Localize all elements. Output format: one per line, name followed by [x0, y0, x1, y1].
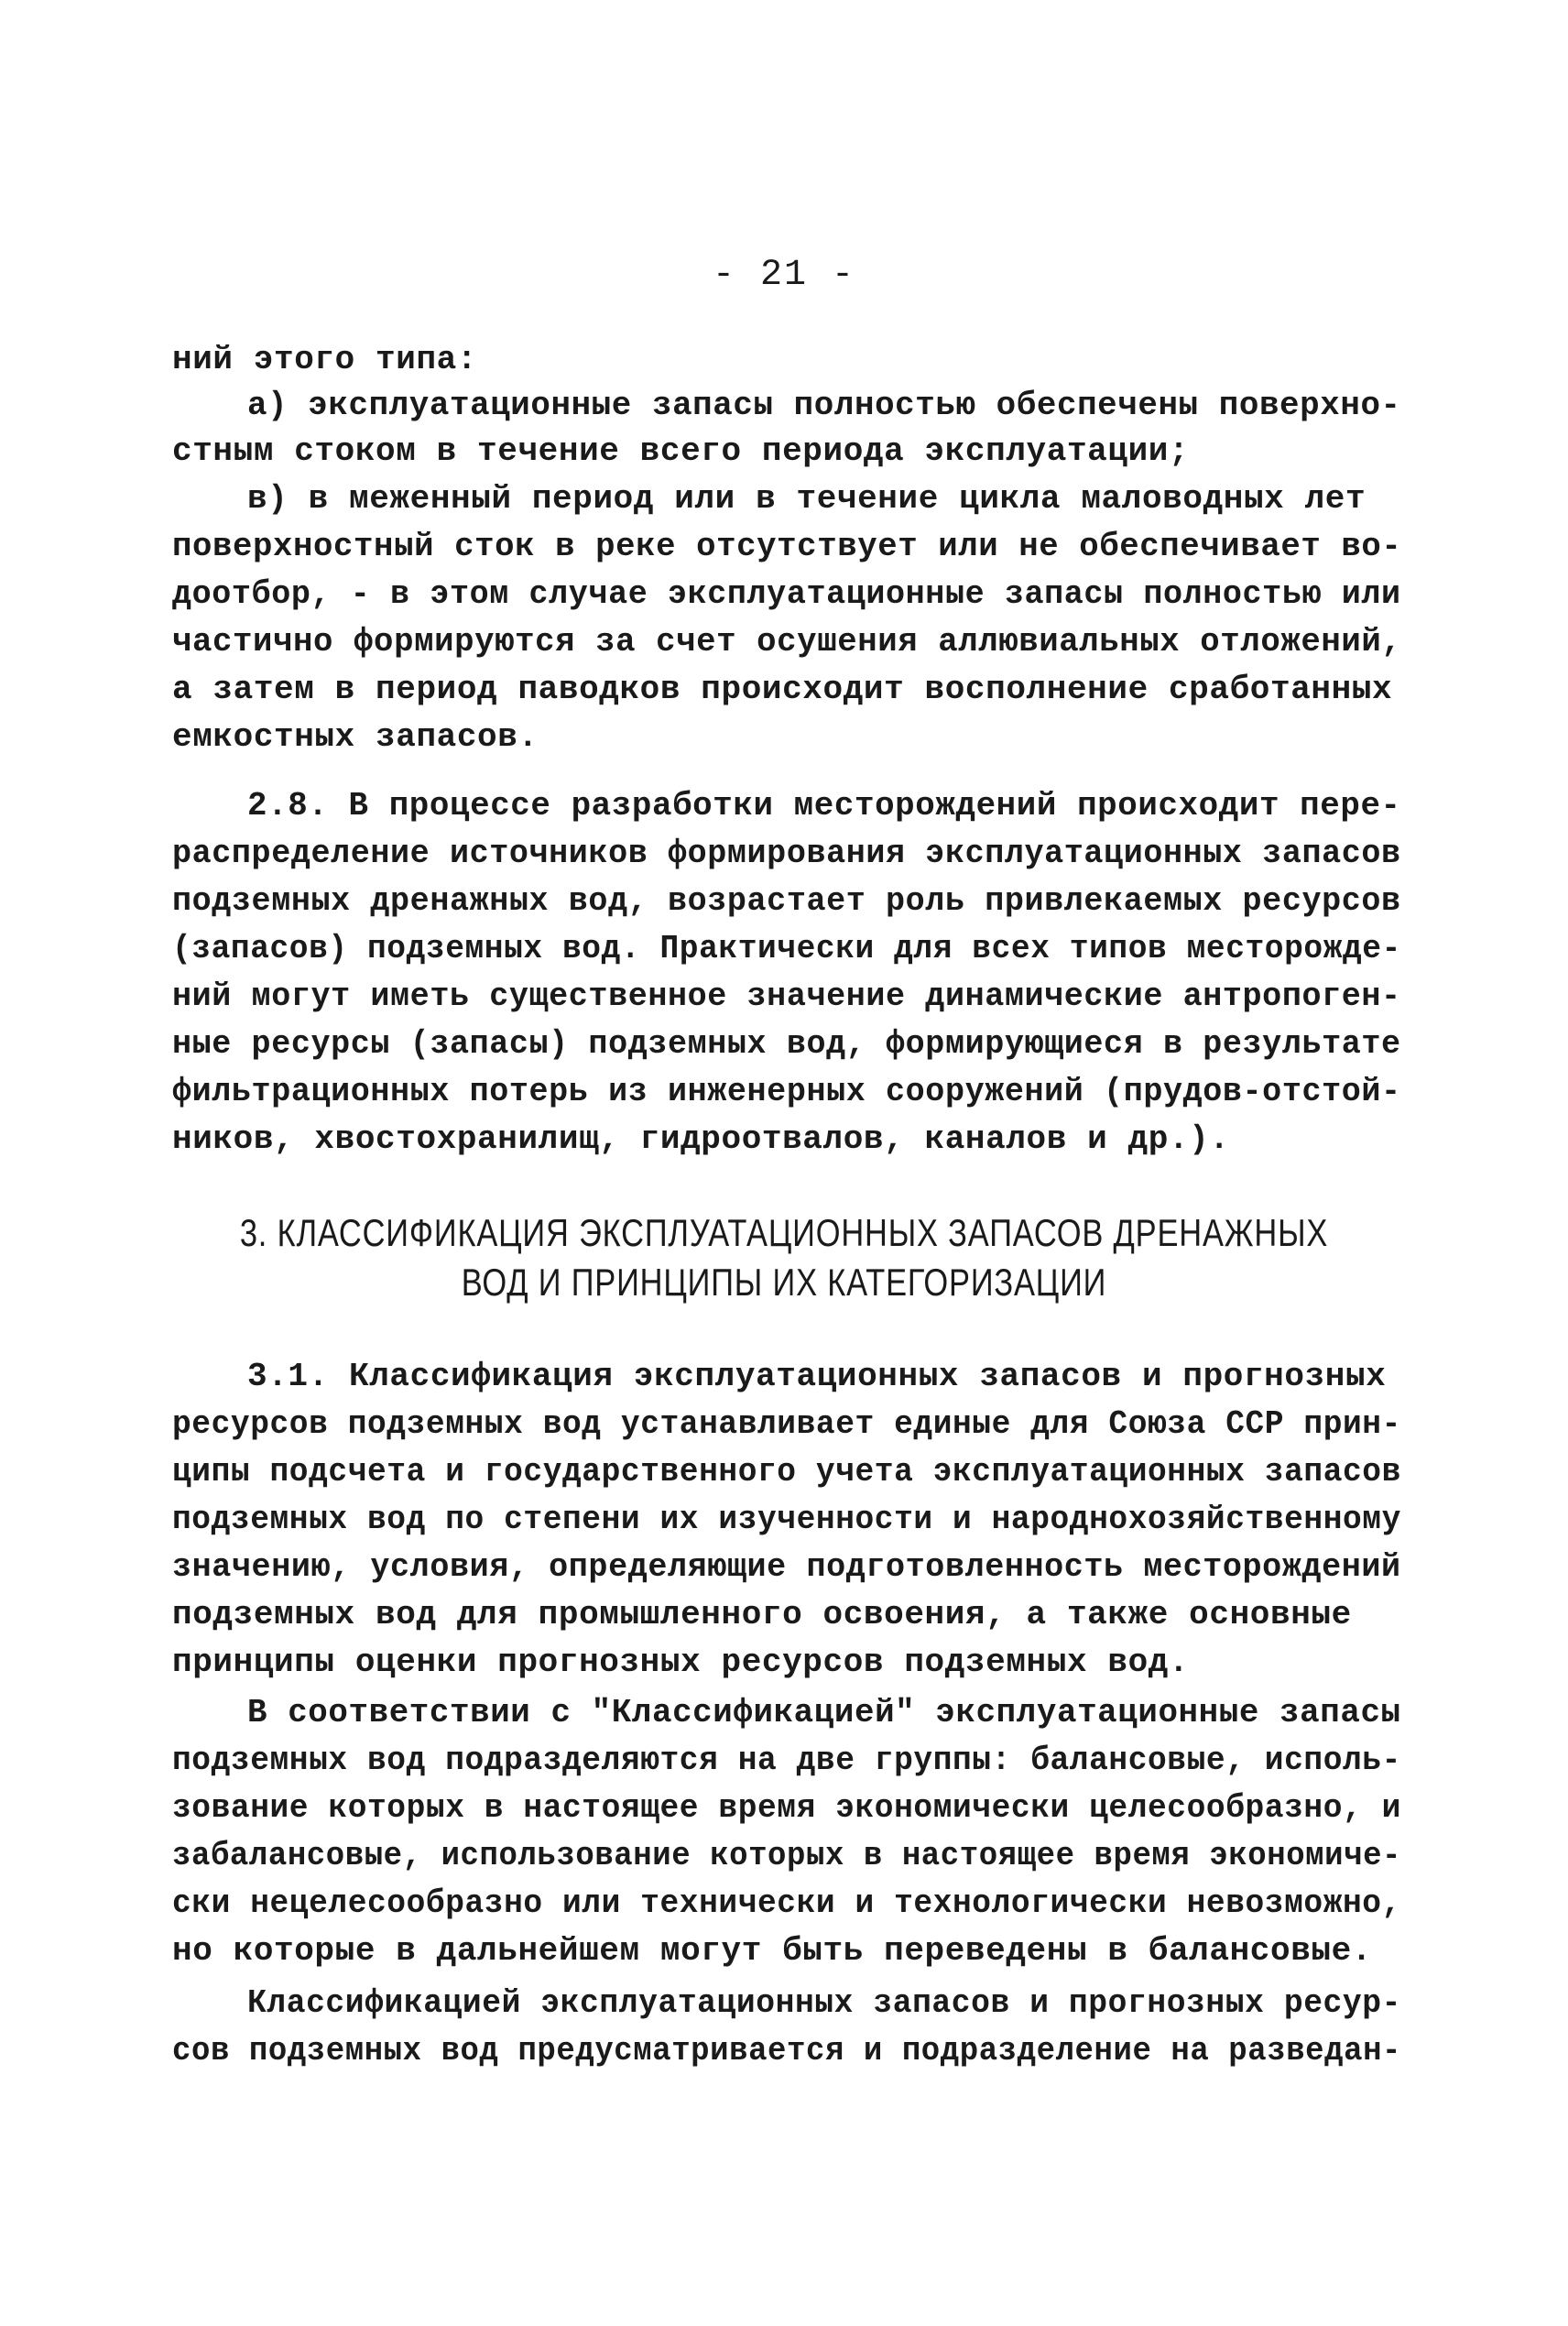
text-line: ные ресурсы (запасы) подземных вод, формирующиеся в результате — [172, 1025, 1401, 1063]
text-line: (запасов) подземных вод. Практически для всех типов месторожде- — [172, 930, 1401, 967]
text-line: принципы оценки прогнозных ресурсов подземных вод. — [172, 1643, 1190, 1681]
text-line: подземных дренажных вод, возрастает роль привлекаемых ресурсов — [172, 882, 1401, 920]
text-line: 3.1. Классификация эксплуатационных запасов и прогнозных — [247, 1358, 1387, 1395]
text-line: распределение источников формирования эксплуатационных запасов — [172, 835, 1401, 872]
text-line: подземных вод по степени их изученности и народнохозяйственному — [172, 1501, 1401, 1538]
text-line: поверхностный сток в реке отсутствует или не обеспечивает во- — [172, 528, 1402, 565]
heading-line-2: ВОД И ПРИНЦИПЫ ИХ КАТЕГОРИЗАЦИИ — [461, 1261, 1107, 1304]
text-line: стным стоком в течение всего периода эксплуатации; — [172, 432, 1190, 470]
list-item-a: а) эксплуатационные запасы полностью обеспечены поверхно- — [247, 387, 1401, 424]
text-line: зование которых в настоящее время экономически целесообразно, и — [172, 1789, 1401, 1827]
list-item-b: в) в меженный период или в течение цикла маловодных лет — [247, 480, 1367, 518]
text-line: частично формируются за счет осушения аллювиальных отложений, — [172, 623, 1402, 661]
text-line: подземных вод для промышленного освоения, а также основные — [172, 1596, 1352, 1633]
text-line: ципы подсчета и государственного учета эксплуатационных запасов — [172, 1453, 1401, 1491]
text-line: В соответствии с "Классификацией" эксплуатационные запасы — [247, 1694, 1401, 1731]
text-line: ресурсов подземных вод устанавливает единые для Союза ССР прин- — [172, 1405, 1401, 1443]
page-number: - 21 - — [712, 255, 856, 296]
text-line: фильтрационных потерь из инженерных сооружений (прудов-отстой- — [172, 1073, 1401, 1110]
heading-line-1: 3. КЛАССИФИКАЦИЯ ЭКСПЛУАТАЦИОННЫХ ЗАПАСОВ ДРЕНАЖНЫХ — [239, 1211, 1329, 1254]
text-line: но которые в дальнейшем могут быть переведены в балансовые. — [172, 1932, 1373, 1970]
text-line: значению, условия, определяющие подготовленность месторождений — [172, 1548, 1401, 1586]
text-line: а затем в период паводков происходит восполнение сработанных — [172, 671, 1393, 708]
text-line: Классификацией эксплуатационных запасов и прогнозных ресур- — [247, 1984, 1401, 2022]
text-line: 2.8. В процессе разработки месторождений происходит пере- — [247, 787, 1401, 824]
text-line: ний могут иметь существенное значение динамические антропоген- — [172, 977, 1401, 1015]
text-line: ников, хвостохранилищ, гидроотвалов, каналов и др.). — [172, 1120, 1230, 1158]
text-line: ски нецелесообразно или технически и технологически невозможно, — [172, 1884, 1401, 1922]
text-line: доотбор, - в этом случае эксплуатационные запасы полностью или — [172, 575, 1401, 613]
text-line: сов подземных вод предусматривается и подразделение на разведан- — [172, 2032, 1402, 2069]
text-line: емкостных запасов. — [172, 718, 539, 756]
text-line: подземных вод подразделяются на две группы: балансовые, исполь- — [172, 1742, 1401, 1779]
text-line: забалансовые, использование которых в настоящее время экономиче- — [172, 1837, 1402, 1874]
text-line: ний этого типа: — [172, 341, 478, 378]
